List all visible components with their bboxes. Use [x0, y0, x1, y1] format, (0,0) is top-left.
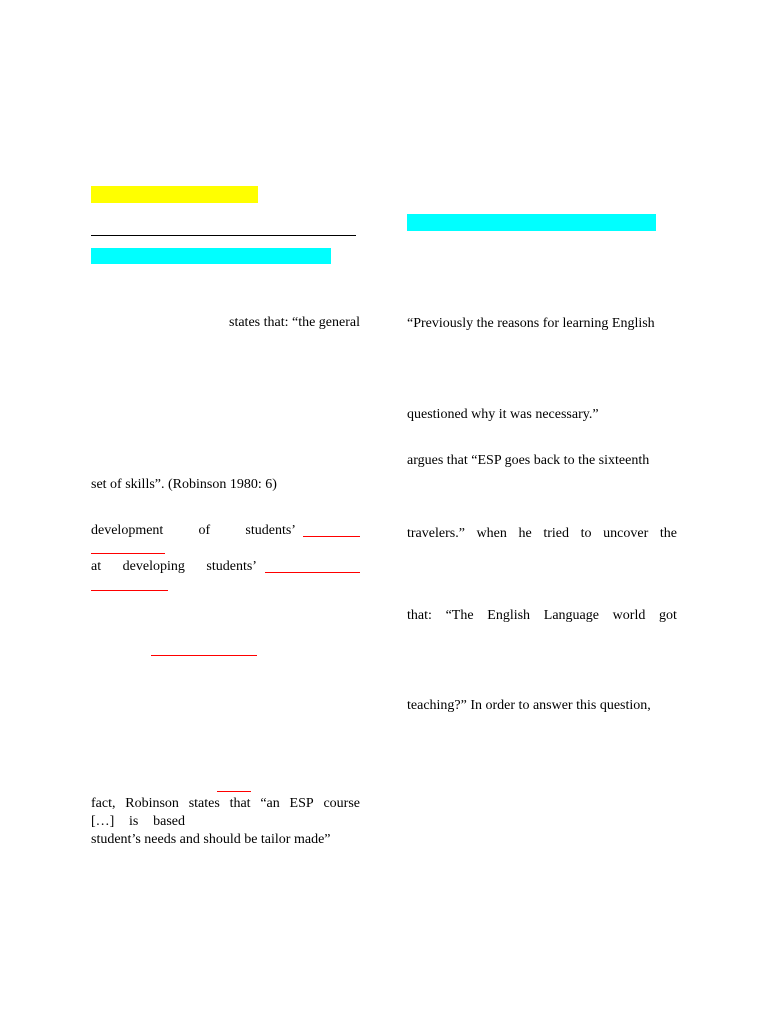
cyan-highlight-bar-right [407, 214, 656, 231]
red-underline [151, 655, 257, 656]
red-underline [91, 553, 165, 554]
left-line-at-developing [91, 558, 257, 575]
right-line-previously [407, 315, 677, 332]
word: based [153, 814, 185, 829]
word: that: [407, 608, 432, 623]
word: Robinson [125, 796, 179, 811]
word: Language [543, 608, 599, 623]
left-line-fact [91, 795, 360, 812]
word: ESP [289, 796, 314, 811]
red-underline [217, 791, 251, 792]
word: students’ [245, 523, 296, 538]
red-underline [265, 572, 360, 573]
red-underline [91, 590, 168, 591]
cyan-highlight-bar-left [91, 248, 331, 264]
word: world [612, 608, 646, 623]
right-line-argues-text: argues that “ESP goes back to the sixteenth [407, 453, 650, 468]
heading-rule [91, 235, 356, 236]
word: English [487, 608, 531, 623]
word: students’ [206, 559, 257, 574]
word: is [129, 814, 139, 829]
left-line-states-text: states that: “the general [229, 315, 360, 330]
red-underline [303, 536, 360, 537]
yellow-highlight-bar [91, 186, 258, 203]
word: course [323, 796, 360, 811]
right-line-previously-text: “Previously the reasons for learning English [407, 316, 655, 331]
left-line-states [91, 314, 360, 331]
left-line-bracket [91, 813, 185, 830]
right-line-argues [407, 452, 677, 469]
word: got [659, 608, 677, 623]
word: tried [543, 526, 569, 541]
word: of [198, 523, 211, 538]
right-line-that [407, 607, 677, 624]
word: development [91, 523, 164, 538]
left-line-development [91, 522, 296, 539]
left-line-student-needs [91, 831, 360, 848]
right-line-teaching-text: teaching?” In order to answer this question, [407, 698, 651, 713]
right-line-questioned [407, 406, 677, 423]
word: “The [445, 608, 474, 623]
word: to [580, 526, 592, 541]
word: […] [91, 814, 115, 829]
right-line-teaching [407, 697, 677, 714]
left-line-student-needs-text: student’s needs and should be tailor made” [91, 832, 331, 847]
word: travelers.” [407, 526, 465, 541]
word: developing [122, 559, 185, 574]
right-line-questioned-text: questioned why it was necessary.” [407, 407, 599, 422]
word: that [229, 796, 251, 811]
word: uncover [603, 526, 649, 541]
word: the [659, 526, 677, 541]
word: he [518, 526, 532, 541]
right-line-travelers [407, 525, 677, 542]
left-line-set-of-skills [91, 476, 360, 493]
word: “an [260, 796, 280, 811]
left-line-set-of-skills-text: set of skills”. (Robinson 1980: 6) [91, 477, 277, 492]
word: fact, [91, 796, 116, 811]
word: states [188, 796, 220, 811]
word: when [476, 526, 507, 541]
word: at [91, 559, 102, 574]
